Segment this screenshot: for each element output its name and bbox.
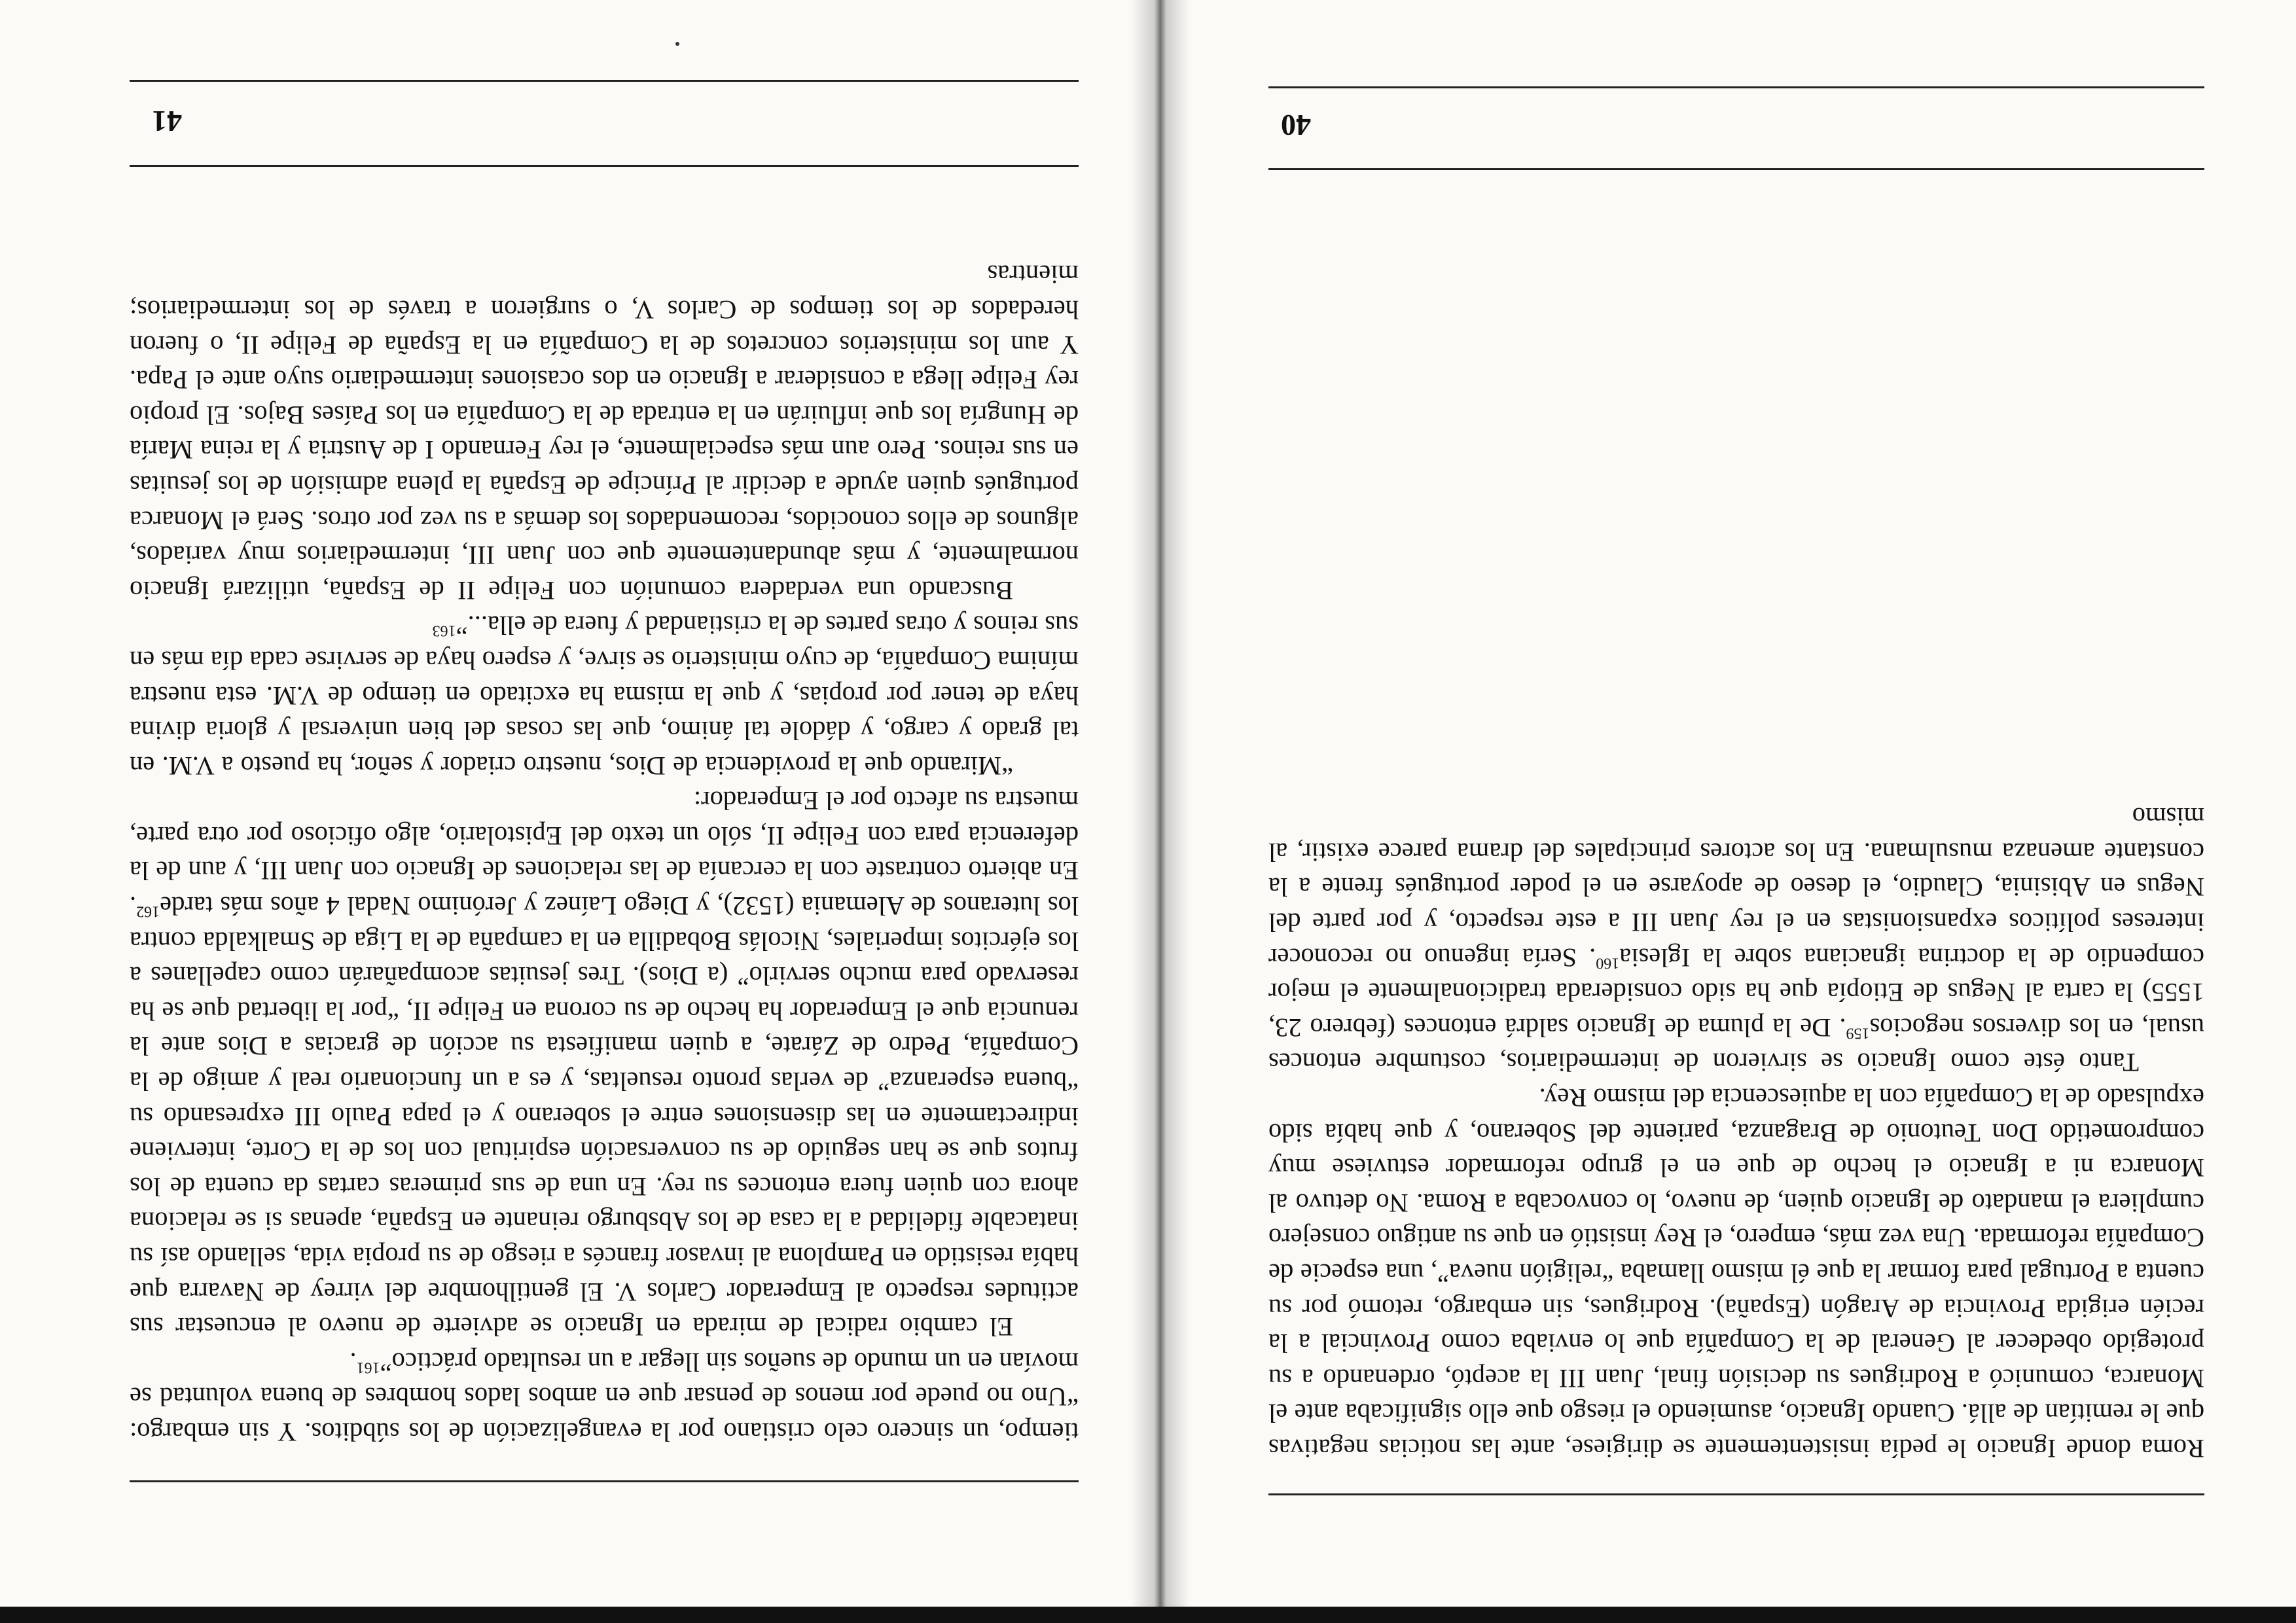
paragraph: Tanto éste como Ignacio se sirvieron de intermediarios, costumbre entonces usual, en los diversos negocios$^{159}$. De la pluma de Ignacio saldrá entonces (febrero 23, 1555) la carta al Negus de Etiopía que ha sido considerada tradicionalmente el mejor compendio de la doctrina ignaciana sobre la Iglesia$^{160}$. Sería ingenuo no reconocer intereses políticos expansionistas en el rey Juan III a este respecto, y por parte del Negus en Abisinia, Claudio, el deseo de apoyarse en el poder portugués frente a la constante amenaza musulmana. En los actores principales del drama parece existir, al mismo	[1268, 802, 2204, 1078]
footnote-marker: 161	[356, 1359, 380, 1376]
bottom-rule	[130, 80, 1079, 82]
top-rule	[1268, 1493, 2204, 1495]
top-rule	[130, 1480, 1079, 1482]
paragraph: tiempo, un sincero celo cristiano por la evangelización de los súbditos. Y sin embargo: “Uno no puede por menos de pensar que en ambos lados hombres de buena voluntad se movían en un mundo de sueños sin llegar a un resultado práctico”$^{161}$.	[130, 1347, 1079, 1447]
paragraph: Buscando una verdadera comunión con Felipe II de España, utilizará Ignacio normalmente, y más abundantemente que con Juan III, intermediarios muy variados, algunos de ellos conocidos, recomendados los demás a su vez por otros. Será el Monarca portugués quien ayude a decidir al Príncipe de España la plena admisión de los jesuitas en sus reinos. Pero aun más especialmente, el rey Fernando I de Austria y la reina María de Hungría los que influirán en la entrada de la Compañía en los Países Bajos. El propio rey Felipe llega a considerar a Ignacio en dos ocasiones intermediario suyo ante el Papa. Y aun los ministerios concretos de la Compañía en la España de Felipe II, o fueron heredados de los tiempos de Carlos V, o surgieron a través de los intermediarios; mientras	[130, 260, 1079, 605]
bottom-rule	[1268, 168, 2204, 170]
block-quote: “Mirando que la providencia de Dios, nuestro criador y señor, ha puesto a V.M. en tal grado y cargo, y dádole tal ánimo, que las cosas del bien universal y gloria divina haya de tener por propias, y que la misma ha excitado en tiempo de V.M. esta nuestra mínima Compañía, de cuyo ministerio se sirve, y espero haya de servirse cada día más en sus reinos y otras partes de la cristiandad y fuera de ella...”$^{163}$	[130, 611, 1079, 781]
scan-speck	[675, 42, 679, 46]
scan-edge	[0, 1607, 2296, 1623]
footnote-marker: 160	[1596, 954, 1620, 972]
page-40	[1170, 0, 2296, 1623]
page-number: 41	[152, 105, 182, 138]
footnote-marker: 162	[136, 902, 160, 920]
bottom-rule	[1268, 86, 2204, 88]
footnote-marker: 163	[432, 622, 456, 639]
footnote-marker: 159	[1846, 1024, 1870, 1042]
page-41-body	[130, 257, 1079, 1450]
bottom-rule	[130, 165, 1079, 167]
paragraph: El cambio radical de mirada en Ignacio se advierte de nuevo al encuestar sus actitudes respecto al Emperador Carlos V. El gentilhombre del virrey de Navarra que había resistido en Pamplona al invasor francés a riesgo de su propia vida, sellando así su inatacable fidelidad a la casa de los Absburgo reinante en España, apenas si se relaciona ahora con quien fuera entonces su rey. En una de sus primeras cartas da cuenta de los frutos que se han seguido de su conversación espiritual con los de la Corte, interviene indirectamente en las disensiones entre el soberano y el papa Paulo III expresando su “buena esperanza” de verlas pronto resueltas, y es a un funcionario real y amigo de la Compañía, Pedro de Zárate, a quien manifiesta su acción de gracias a Dios ante la renuncia que el Emperador ha hecho de su corona en Felipe II, “por la libertad que se ha reservado para mucho servirlo” (a Dios). Tres jesuitas acompañarán como capellanes a los ejércitos imperiales, Nicolás Bobadilla en la campaña de la Liga de Smalkalda contra los luteranos de Alemania (1532), y Diego Laínez y Jerónimo Nadal 4 años más tarde$^{162}$. En abierto contraste con la cercanía de las relaciones de Ignacio con Juan III, y aun de la deferencia para con Felipe II, sólo un texto del Epistolario, algo oficioso por otra parte, muestra su afecto por el Emperador:	[130, 786, 1079, 1342]
book-gutter-shadow	[1131, 0, 1190, 1623]
page-number: 40	[1281, 109, 1311, 142]
paragraph: Roma donde Ignacio le pedía insistentemente se dirigiese, ante las noticias negativas que le remitían de allá. Cuando Ignacio, asumiendo el riesgo que ello significaba ante el Monarca, comunicó a Rodrigues su decisión final, Juan III la aceptó, ordenando a su protegido obedecer al General de la Compañía que lo enviaba como Provincial a la recién erigida Provincia de Aragón (España). Rodrigues, sin embargo, retomó por su cuenta a Portugal para formar la que él mismo llamaba “religión nueva”, una especie de Compañía reformada. Una vez más, empero, el Rey insistió en que su antiguo consejero cumpliera el mandato de Ignacio quien, de nuevo, lo convocaba a Roma. No detuvo al Monarca ni a Ignacio el hecho de que en el grupo reformador estuviese muy comprometido Don Teutonio de Braganza, pariente del Soberano, y que había sido expulsado de la Compañía con la aquiescencia del mismo Rey.	[1268, 1083, 2204, 1463]
page-40-body	[1268, 800, 2204, 1466]
